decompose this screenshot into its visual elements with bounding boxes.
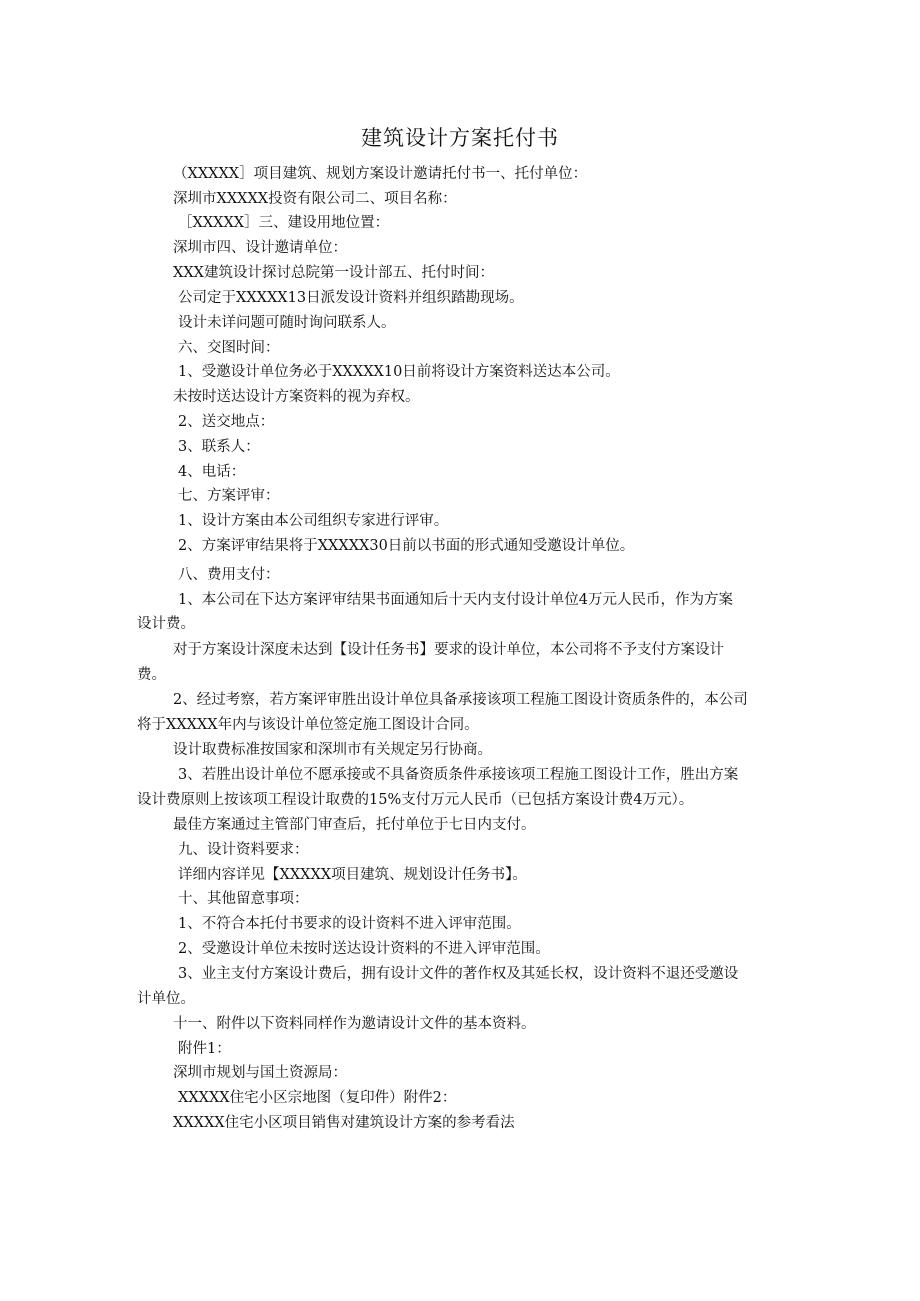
- text-line: 八、费用支付：: [178, 567, 280, 583]
- text-line: 1、本公司在下达方案评审结果书面通知后十天内支付设计单位4万元人民币，作为方案: [178, 592, 733, 608]
- text-line: 将于XXXXX年内与该设计单位签定施工图设计合同。: [137, 717, 479, 733]
- text-line: 费。: [137, 667, 166, 683]
- text-line: 最佳方案通过主管部门审查后，托付单位于七日内支付。: [173, 817, 536, 833]
- text-line: 计单位。: [137, 991, 195, 1007]
- text-line: 1、不符合本托付书要求的设计资料不进入评审范围。: [178, 916, 521, 932]
- text-line: 2、受邀设计单位未按时送达设计资料的不进入评审范围。: [178, 941, 550, 957]
- text-line: 对于方案设计深度未达到【设计任务书】要求的设计单位，本公司将不予支付方案设计: [173, 642, 724, 658]
- text-line: XXX建筑设计探讨总院第一设计部五、托付时间：: [173, 265, 494, 281]
- text-line: 附件1：: [178, 1041, 231, 1057]
- text-line: 公司定于XXXXX13日派发设计资料并组织踏勘现场。: [178, 290, 524, 306]
- text-line: 3、若胜出设计单位不愿承接或不具备资质条件承接该项工程施工图设计工作，胜出方案: [178, 767, 739, 783]
- text-line: 详细内容详见【XXXXX项目建筑、规划设计任务书】。: [178, 867, 527, 883]
- text-line: 设计费原则上按该项工程设计取费的15%支付万元人民币（已包括方案设计费4万元）。: [137, 792, 694, 808]
- text-line: 设计未详问题可随时询问联系人。: [178, 315, 396, 331]
- text-line: 3、联系人：: [178, 439, 260, 455]
- text-line: 3、业主支付方案设计费后，拥有设计文件的著作权及其延长权，设计资料不退还受邀设: [178, 966, 739, 982]
- text-line: 1、受邀设计单位务必于XXXXX10日前将设计方案资料送达本公司。: [178, 364, 620, 380]
- text-line: XXXXX住宅小区项目销售对建筑设计方案的参考看法: [173, 1115, 515, 1131]
- text-line: 2、方案评审结果将于XXXXX30日前以书面的形式通知受邀设计单位。: [178, 538, 635, 554]
- text-line: 1、设计方案由本公司组织专家进行评审。: [178, 513, 449, 529]
- text-line: 十、其他留意事项：: [178, 891, 309, 907]
- text-line: 2、经过考察，若方案评审胜出设计单位具备承接该项工程施工图设计资质条件的，本公司: [173, 692, 748, 708]
- text-line: 六、交图时间：: [178, 340, 280, 356]
- text-line: 深圳市四、设计邀请单位：: [173, 240, 347, 256]
- text-line: 十一、附件以下资料同样作为邀请设计文件的基本资料。: [173, 1016, 536, 1032]
- text-line: 2、送交地点：: [178, 414, 275, 430]
- text-line: 设计取费标准按国家和深圳市有关规定另行协商。: [173, 742, 492, 758]
- text-line: 九、设计资料要求：: [178, 842, 309, 858]
- text-line: 未按时送达设计方案资料的视为弃权。: [173, 389, 420, 405]
- text-line: 设计费。: [137, 616, 195, 632]
- document-title: 建筑设计方案托付书: [361, 126, 559, 150]
- text-line: 深圳市规划与国土资源局：: [173, 1065, 347, 1081]
- text-line: 深圳市XXXXX投资有限公司二、项目名称：: [173, 191, 457, 207]
- text-line: （XXXXX］项目建筑、规划方案设计邀请托付书一、托付单位：: [173, 166, 588, 182]
- text-line: 4、电话：: [178, 464, 246, 480]
- text-line: ［XXXXX］三、建设用地位置：: [178, 215, 390, 231]
- text-line: XXXXX住宅小区宗地图（复印件）附件2：: [178, 1090, 457, 1106]
- text-line: 七、方案评审：: [178, 488, 280, 504]
